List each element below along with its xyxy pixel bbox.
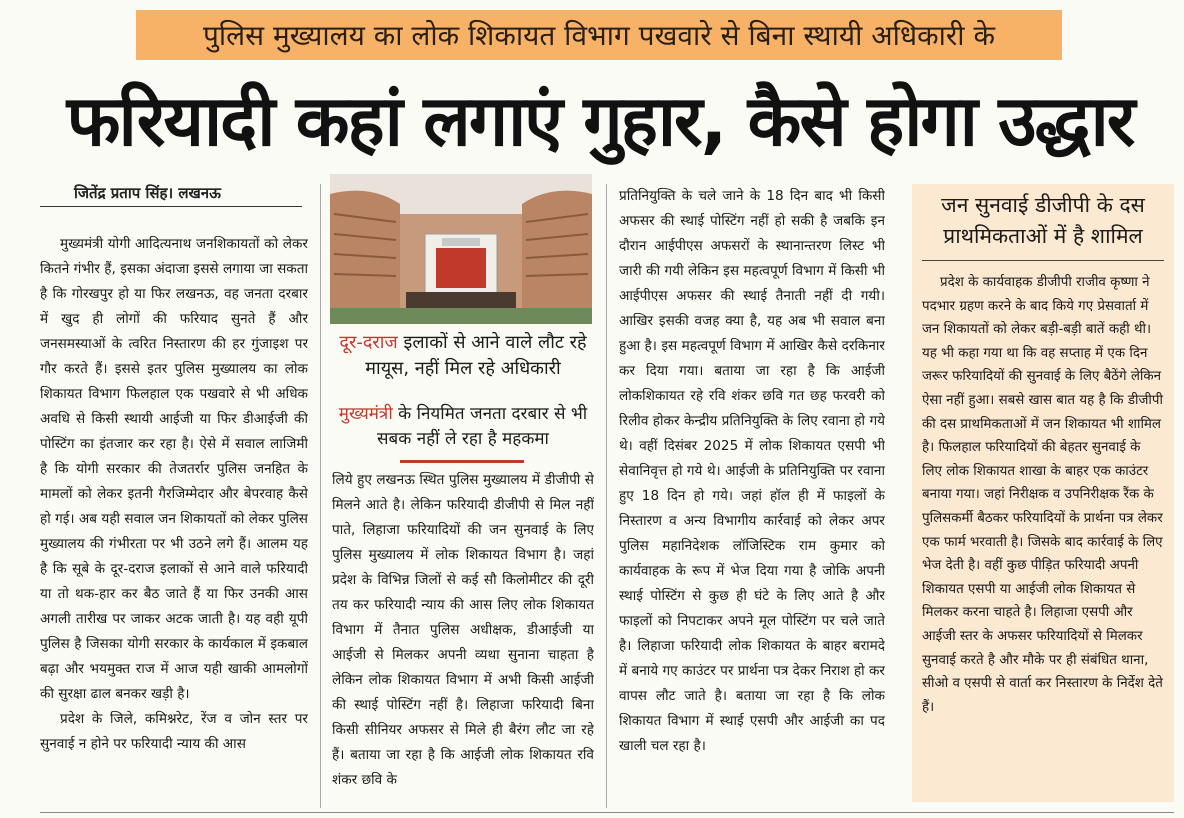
kicker-text: पुलिस मुख्यालय का लोक शिकायत विभाग पखवारे से बिना स्थायी अधिकारी के bbox=[203, 19, 995, 52]
paragraph: लिये हुए लखनऊ स्थित पुलिस मुख्यालय में डीजीपी से मिलने आते है। लेकिन फरियादी डीजीपी से मिल नहीं पाते, लिहाजा फरियादियों की जन सुनवाई के लिए पुलिस मुख्यालय में लोक शिकायत विभाग है। जहां प्रदेश के विभिन्न जिलों से कई सौ किलोमीटर की दूरी तय कर फरियादी न्याय की आस लिए लोक शिकायत विभाग में तैनात पुलिस अधीक्षक, डीआईजी या आईजी से मिलकर अपनी व्यथा सुनाना चाहता है लेकिन लोक शिकायत विभाग में अभी किसी आईजी की स्थाई पोस्टिंग नहीं है। लिहाजा फरियादी बिना किसी सीनियर अफसर से मिले ही बैरंग लौट जा रहे हैं। बताया जा रहा है कि आईजी लोक शिकायत रवि शंकर छवि के bbox=[332, 472, 594, 788]
column-divider bbox=[320, 184, 321, 808]
sidebar-body bbox=[922, 271, 1164, 779]
bottom-rule bbox=[40, 812, 1174, 813]
pull-quote bbox=[332, 402, 594, 452]
police-headquarters-photo bbox=[330, 174, 592, 324]
paragraph: प्रदेश के कार्यवाहक डीजीपी राजीव कृष्णा ने पदभार ग्रहण करने के बाद किये गए प्रेसवार्ता में जन शिकायतों को लेकर बड़ी-बड़ी बातें कही थी। यह भी कहा गया था कि वह सप्ताह में एक दिन जरूर फरियादियों की सुनवाई के लिए बैठेंगे लेकिन ऐसा नहीं हुआ। सबसे खास बात यह है कि डीजीपी की दस प्राथमिकताओं में जन शिकायत भी शामिल है। फिलहाल फरियादियों की बेहतर सुनवाई के लिए लोक शिकायत शाखा के बाहर एक काउंटर बनाया गया। जहां निरीक्षक व उपनिरीक्षक रैंक के पुलिसकर्मी बैठकर फरियादियों के प्रार्थना पत्र लेकर एक फार्म भरवाती है। जिसके बाद कार्रवाई के लिए भेज देती है। वहीं कुछ पीड़ित फरियादी अपनी शिकायत एसपी या आईजी लोक शिकायत से मिलकर करना चाहते है। लिहाजा एसपी और आईजी स्तर के अफसर फरियादियों से मिलकर सुनवाई करते है और मौके पर ही संबंधित थाना, सीओ व एसपी से वार्ता कर निस्तारण के निर्देश देते हैं। bbox=[922, 275, 1163, 715]
article-column-1 bbox=[40, 232, 308, 808]
pull-quote-underline bbox=[400, 460, 524, 463]
photo-caption bbox=[332, 330, 594, 386]
article-column-3 bbox=[619, 184, 885, 808]
paragraph: प्रतिनियुक्ति के चले जाने के 18 दिन बाद भी किसी अफसर की स्थाई पोस्टिंग नहीं हो सकी है जबकि इन दौरान आईपीएस अफसरों के स्थानान्तरण लिस्ट भी जारी की गयी लेकिन इस महत्वपूर्ण विभाग में किसी भी आईपीएस अफसर की स्थाई तैनाती नहीं दी गयी। आखिर इसकी वजह क्या है, यह अब भी सवाल बना हुआ है। इस महत्वपूर्ण विभाग में आखिर कैसे दरकिनार कर दिया गया। बताया जा रहा है कि आईजी लोकशिकायत रहे रवि शंकर छवि गत छह फरवरी को रिलीव होकर केन्द्रीय प्रतिनियुक्ति के लिए रवाना हो गये थे। वहीं दिसंबर 2025 में लोक शिकायत एसपी भी सेवानिवृत्त हो गये थे। आईजी के प्रतिनियुक्ति पर रवाना हुए 18 दिन हो गये। जहां हॉल ही में फाइलों के निस्तारण व अन्य विभागीय कार्रवाई को लेकर अपर पुलिस महानिदेशक लॉजिस्टिक राम कुमार को कार्यवाहक के रूप में भेज दिया गया है जोकि अपनी स्थाई पोस्टिंग से कुछ ही घंटे के लिए आते है और फाइलों को निपटाकर अपने मूल पोस्टिंग पर चले जाते है। लिहाजा फरियादी लोक शिकायत के बाहर बरामदे में बनाये गए काउंटर पर प्रार्थना पत्र देकर निराश हो कर वापस लौट जाते है। बताया जा रहा है कि लोक शिकायत विभाग में स्थाई एसपी और आईजी का पद खाली चल रहा है। bbox=[619, 188, 885, 754]
paragraph: प्रदेश के जिले, कमिश्नरेट, रेंज व जोन स्तर पर सुनवाई न होने पर फरियादी न्याय की आस bbox=[40, 711, 308, 752]
article-column-2 bbox=[332, 468, 594, 808]
kicker-banner bbox=[136, 10, 1062, 60]
column-divider bbox=[606, 184, 607, 808]
paragraph: मुख्यमंत्री योगी आदित्यनाथ जनशिकायतों को लेकर कितने गंभीर हैं, इसका अंदाजा इससे लगाया जा सकता है कि गोरखपुर हो या फिर लखनऊ, वह जनता दरबार में खुद ही लोगों की फरियाद सुनते हैं और जनसमस्याओं के त्वरित निस्तारण की हर गुंजाइश पर गौर करते हैं। इससे इतर पुलिस मुख्यालय का लोक शिकायत विभाग फिलहाल एक पखवारे से भी अधिक अवधि से किसी स्थायी आईजी या फिर डीआईजी की पोस्टिंग का इंतजार कर रहा है। ऐसे में सवाल लाजिमी है कि योगी सरकार की तेजतर्रार पुलिस जनहित के मामलों को लेकर इतनी गैरजिम्मेदार और बेपरवाह कैसे हो गई। अब यही सवाल जन शिकायतों को लेकर पुलिस मुख्यालय की गंभीरता पर भी उठने लगे हैं। आलम यह है कि सूबे के दूर-दराज इलाकों से आने वाले फरियादी या तो थक-हार कर बैठ जाते हैं या फिर उनकी आस अगली तारीख पर जाकर अटक जाती है। यह वही यूपी पुलिस है जिसका योगी सरकार के कार्यकाल में इकबाल बढ़ा और भयमुक्त राज में आज यही खाकी आमलोगों की सुरक्षा ढाल बनकर खड़ी है। bbox=[40, 236, 308, 702]
sidebar-box bbox=[912, 184, 1174, 802]
caption-accent: दूर-दराज bbox=[339, 332, 398, 353]
headline: फरियादी कहां लगाएं गुहार, कैसे होगा उद्धार bbox=[66, 80, 1134, 162]
quote-text: के नियमित जनता दरबार से भी सबक नहीं ले रहा है महकमा bbox=[377, 404, 588, 449]
caption-text: इलाकों से आने वाले लौट रहे मायूस, नहीं मिल रहे अधिकारी bbox=[365, 332, 587, 379]
news-photo bbox=[330, 174, 592, 324]
byline: जितेंद्र प्रताप सिंह। लखनऊ bbox=[40, 183, 302, 207]
sidebar-title: जन सुनवाई डीजीपी के दस प्राथमिकताओं में है शामिल bbox=[922, 190, 1164, 261]
quote-accent: मुख्यमंत्री bbox=[338, 404, 393, 424]
